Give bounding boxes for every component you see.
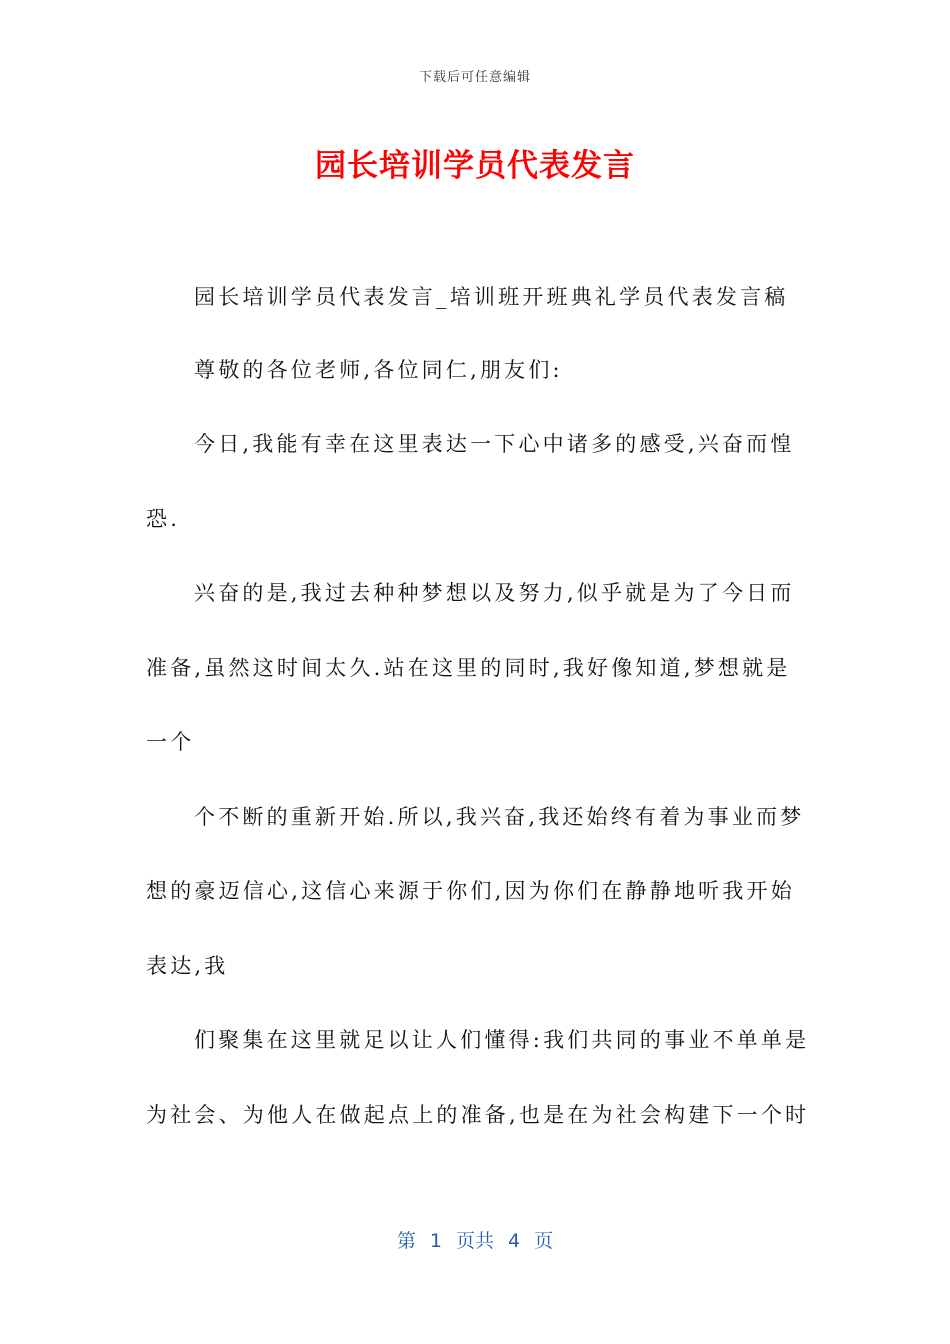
paragraph-line: 个不断的重新开始.所以,我兴奋,我还始终有着为事业而梦	[194, 805, 805, 829]
paragraph-line: 园长培训学员代表发言_培训班开班典礼学员代表发言稿	[194, 285, 789, 309]
paragraph-line: 恐.	[146, 507, 181, 531]
paragraph-line: 今日,我能有幸在这里表达一下心中诸多的感受,兴奋而惶	[194, 432, 795, 456]
document-title: 园长培训学员代表发言	[315, 148, 635, 184]
paragraph-line: 一个	[146, 730, 195, 754]
paragraph-line: 兴奋的是,我过去种种梦想以及努力,似乎就是为了今日而	[194, 581, 795, 605]
paragraph-line: 尊敬的各位老师,各位同仁,朋友们:	[194, 358, 563, 382]
paragraph-line: 们聚集在这里就足以让人们懂得:我们共同的事业不单单是	[194, 1028, 810, 1052]
header-note: 下载后可任意编辑	[418, 70, 531, 85]
paragraph-line: 为社会、为他人在做起点上的准备,也是在为社会构建下一个时	[146, 1103, 810, 1127]
paragraph-line: 准备,虽然这时间太久.站在这里的同时,我好像知道,梦想就是	[146, 656, 791, 680]
page-number: 第 1 页共 4 页	[396, 1230, 554, 1252]
paragraph-line: 想的豪迈信心,这信心来源于你们,因为你们在静静地听我开始	[146, 879, 795, 903]
paragraph-line: 表达,我	[146, 954, 229, 978]
